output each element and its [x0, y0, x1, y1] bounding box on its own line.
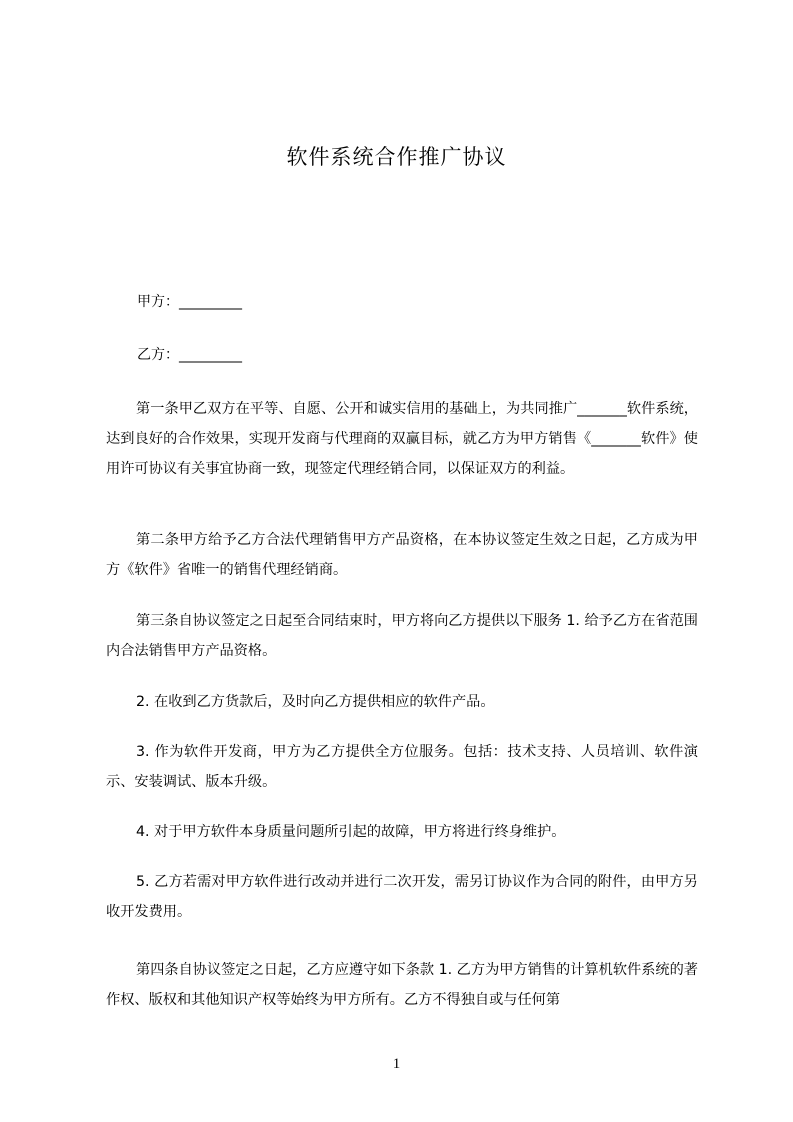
article-3-item-5: 5. 乙方若需对甲方软件进行改动并进行二次开发，需另订协议作为合同的附件，由甲方另收开发费用。: [106, 874, 698, 920]
document-title: 软件系统合作推广协议: [286, 145, 507, 169]
article-3-paragraph: 第三条自协议签定之日起至合同结束时，甲方将向乙方提供以下服务 1. 给予乙方在省范围内合法销售甲方产品资格。: [106, 613, 698, 659]
article-1-paragraph: 第一条甲乙双方在平等、自愿、公开和诚实信用的基础上，为共同推广_______软件系统，达到良好的合作效果，实现开发商与代理商的双赢目标，就乙方为甲方销售《_______软件》使用许可协议有关事宜协商一致，现签定代理经销合同，以保证双方的利益。: [106, 401, 698, 477]
article-4-paragraph: 第四条自协议签定之日起，乙方应遵守如下条款 1. 乙方为甲方销售的计算机软件系统的著作权、版权和其他知识产权等始终为甲方所有。乙方不得独自或与任何第: [106, 962, 698, 1008]
party-a-line: 甲方：_________: [137, 294, 242, 310]
article-3-item-4: 4. 对于甲方软件本身质量问题所引起的故障，甲方将进行终身维护。: [136, 824, 566, 840]
page-number: 1: [392, 1056, 401, 1072]
party-b-line: 乙方：_________: [137, 347, 242, 363]
article-3-item-2: 2. 在收到乙方货款后，及时向乙方提供相应的软件产品。: [136, 694, 495, 710]
article-3-item-3: 3. 作为软件开发商，甲方为乙方提供全方位服务。包括：技术支持、人员培训、软件演示、安装调试、版本升级。: [106, 744, 698, 790]
article-2-paragraph: 第二条甲方给予乙方合法代理销售甲方产品资格，在本协议签定生效之日起，乙方成为甲方《软件》省唯一的销售代理经销商。: [106, 532, 698, 578]
